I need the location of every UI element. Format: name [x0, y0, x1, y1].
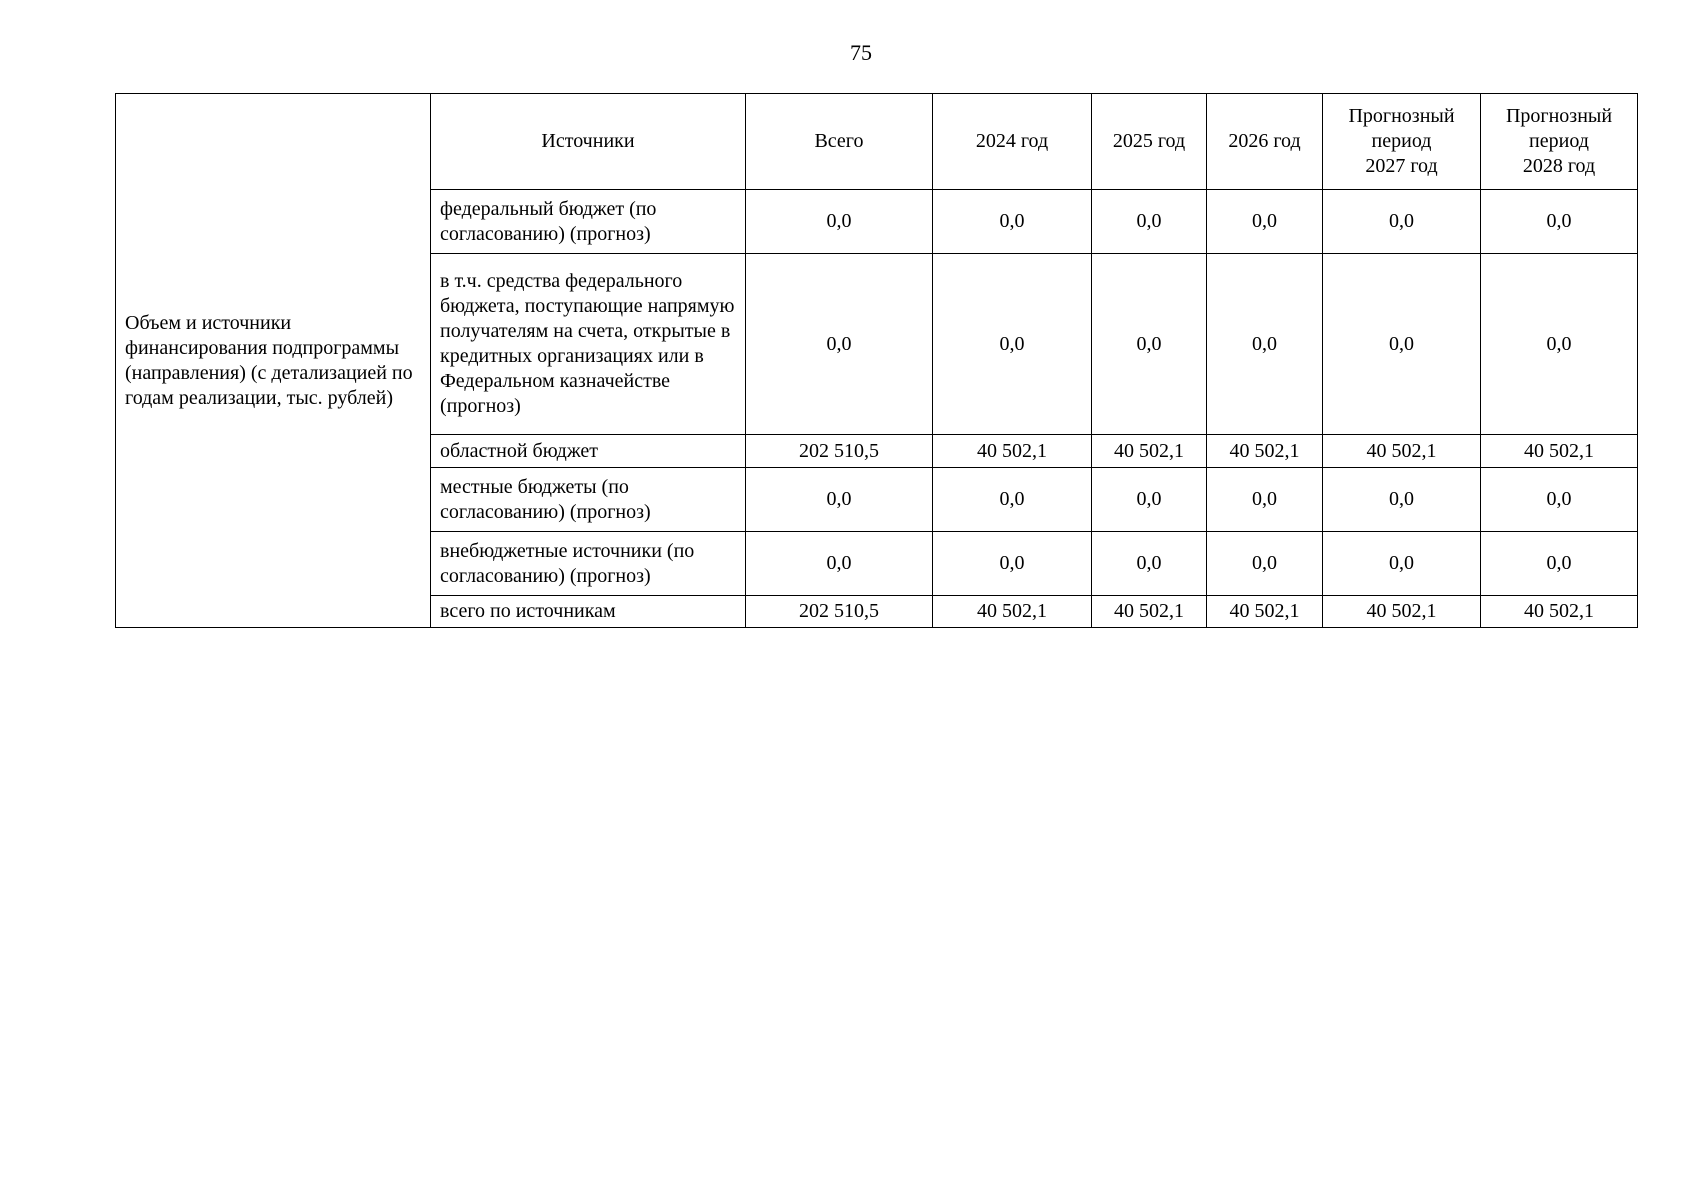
header-2028 — [1481, 94, 1638, 190]
value-2028: 40 502,1 — [1481, 435, 1638, 468]
header-2025: 2025 год — [1092, 94, 1207, 190]
header-2027-line-3: 2027 год — [1365, 155, 1438, 177]
financing-table — [115, 93, 1638, 628]
value-2024: 0,0 — [933, 532, 1092, 596]
value-2026: 40 502,1 — [1207, 596, 1323, 628]
header-2027-line-2: период — [1371, 130, 1432, 152]
row-label-cell — [116, 94, 431, 628]
header-2028-line-3: 2028 год — [1522, 155, 1596, 177]
value-2025: 40 502,1 — [1092, 435, 1207, 468]
value-total: 0,0 — [746, 468, 933, 532]
value-2028: 40 502,1 — [1481, 596, 1638, 628]
table-header-row — [116, 94, 1638, 190]
value-2024: 0,0 — [933, 190, 1092, 254]
header-2028-line-1: Прогнозный — [1505, 105, 1613, 127]
value-total: 0,0 — [746, 190, 933, 254]
value-2025: 40 502,1 — [1092, 596, 1207, 628]
value-2025: 0,0 — [1092, 254, 1207, 435]
header-2027-line-1: Прогнозный — [1348, 105, 1455, 127]
header-total: Всего — [746, 94, 933, 190]
value-2027: 0,0 — [1323, 532, 1481, 596]
value-2028: 0,0 — [1481, 532, 1638, 596]
value-2026: 0,0 — [1207, 254, 1323, 435]
source-regional-budget: областной бюджет — [431, 435, 746, 468]
value-2027: 40 502,1 — [1323, 435, 1481, 468]
value-2028: 0,0 — [1481, 190, 1638, 254]
source-local-budgets: местные бюджеты (по согласованию) (прогноз) — [431, 468, 746, 532]
value-2026: 0,0 — [1207, 190, 1323, 254]
source-total: всего по источникам — [431, 596, 746, 628]
source-federal-budget: федеральный бюджет (по согласованию) (прогноз) — [431, 190, 746, 254]
value-2025: 0,0 — [1092, 468, 1207, 532]
value-2026: 0,0 — [1207, 532, 1323, 596]
row-label-text: Объем и источники финансирования подпрограммы (направления) (с детализацией по годам реализации, тыс. рублей) — [125, 311, 413, 409]
value-2027: 0,0 — [1323, 190, 1481, 254]
value-2028: 0,0 — [1481, 254, 1638, 435]
value-2025: 0,0 — [1092, 190, 1207, 254]
page-number: 75 — [850, 40, 872, 65]
value-total: 0,0 — [746, 254, 933, 435]
value-2024: 0,0 — [933, 254, 1092, 435]
header-sources: Источники — [431, 94, 746, 190]
value-2024: 0,0 — [933, 468, 1092, 532]
header-2026: 2026 год — [1207, 94, 1323, 190]
header-2024: 2024 год — [933, 94, 1092, 190]
value-2027: 0,0 — [1323, 254, 1481, 435]
value-2026: 0,0 — [1207, 468, 1323, 532]
value-total: 202 510,5 — [746, 435, 933, 468]
header-2028-line-2: период — [1529, 130, 1589, 152]
value-2024: 40 502,1 — [933, 435, 1092, 468]
source-federal-direct: в т.ч. средства федерального бюджета, поступающие напрямую получателям на счета, открытые в кредитных организациях или в Федеральном казначействе (прогноз) — [431, 254, 746, 435]
source-off-budget: внебюджетные источники (по согласованию) (прогноз) — [431, 532, 746, 596]
value-2025: 0,0 — [1092, 532, 1207, 596]
value-total: 202 510,5 — [746, 596, 933, 628]
value-total: 0,0 — [746, 532, 933, 596]
value-2024: 40 502,1 — [933, 596, 1092, 628]
value-2027: 0,0 — [1323, 468, 1481, 532]
value-2027: 40 502,1 — [1323, 596, 1481, 628]
value-2026: 40 502,1 — [1207, 435, 1323, 468]
value-2028: 0,0 — [1481, 468, 1638, 532]
header-2027 — [1323, 94, 1481, 190]
